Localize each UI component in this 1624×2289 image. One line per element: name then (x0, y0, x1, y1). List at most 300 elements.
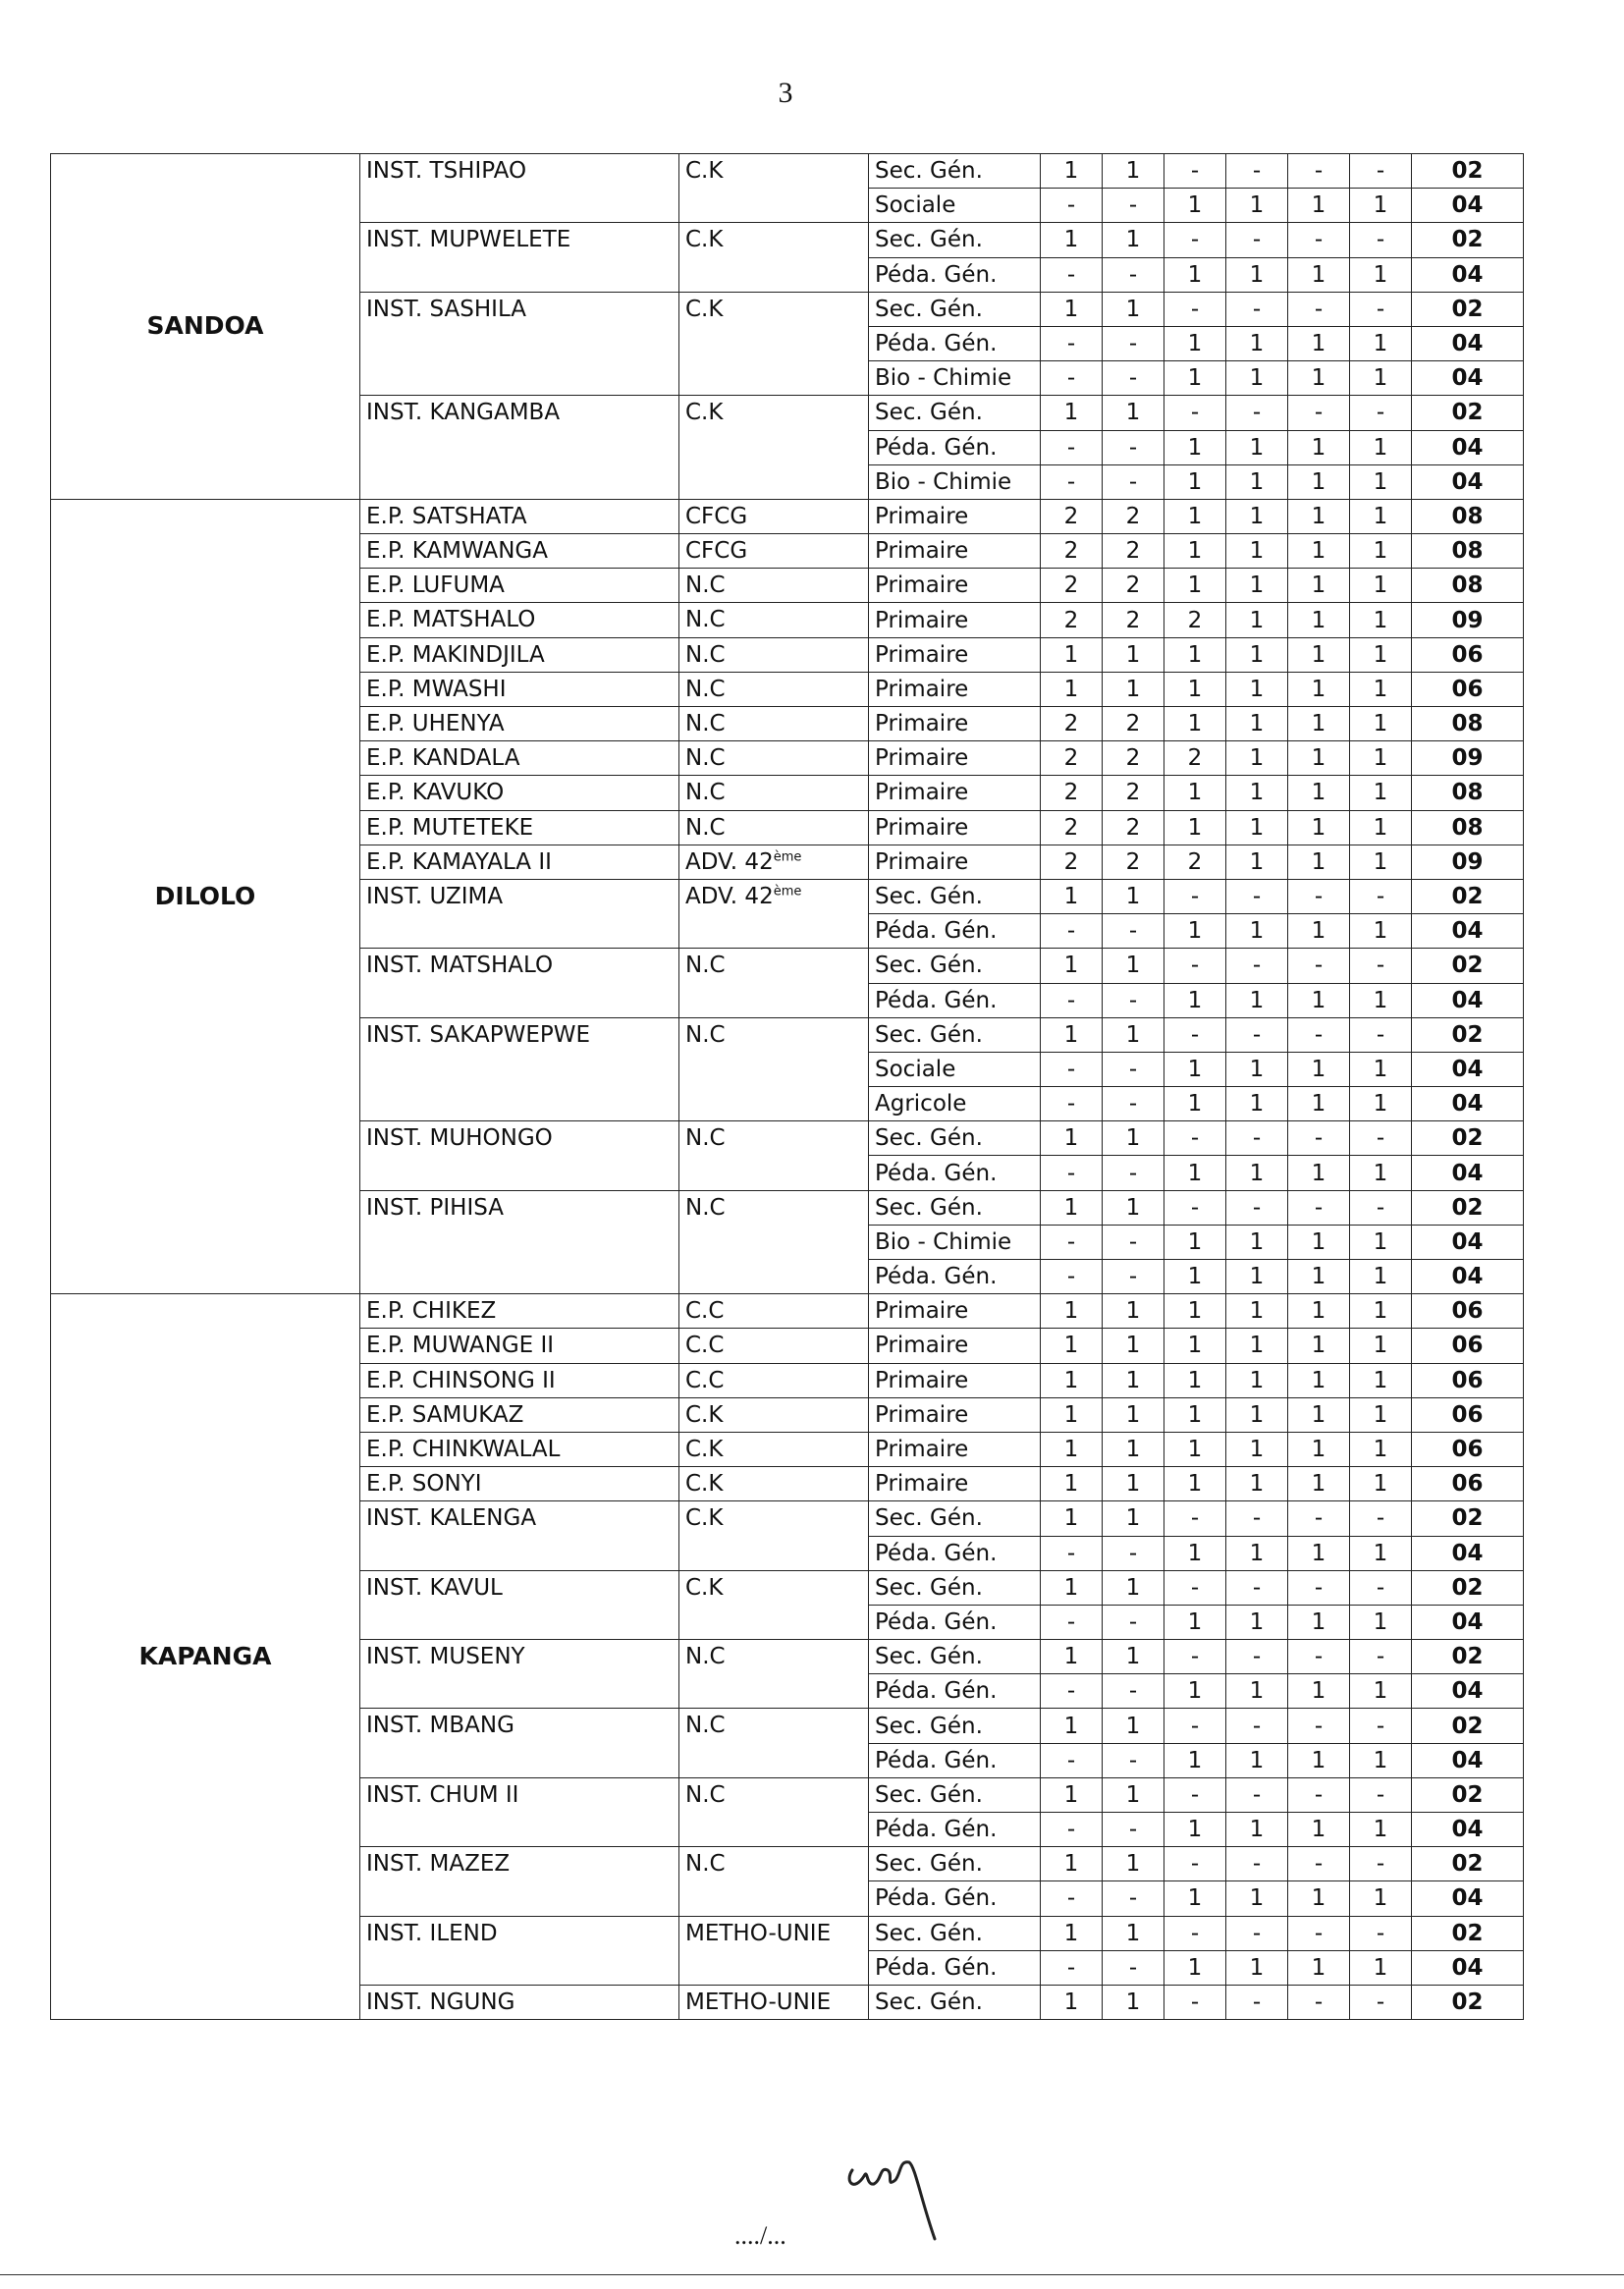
count-cell: - (1350, 223, 1412, 257)
count-cell: 1 (1226, 603, 1288, 637)
school-name: E.P. SONYI (360, 1467, 679, 1501)
count-cell: 1 (1350, 1087, 1412, 1121)
school-organization (679, 1363, 869, 1397)
total-cell: 04 (1412, 361, 1524, 396)
count-cell: 2 (1041, 810, 1103, 845)
count-cell: 1 (1288, 326, 1350, 360)
count-cell: 1 (1041, 1329, 1103, 1363)
total-cell: 04 (1412, 464, 1524, 499)
count-cell: - (1041, 1260, 1103, 1294)
count-cell: 1 (1350, 1397, 1412, 1432)
count-cell: 1 (1164, 707, 1226, 741)
count-cell: 1 (1103, 1467, 1164, 1501)
count-cell: 1 (1350, 1329, 1412, 1363)
total-cell: 08 (1412, 810, 1524, 845)
section-name: Primaire (869, 603, 1041, 637)
count-cell: 1 (1350, 776, 1412, 810)
section-name: Primaire (869, 1329, 1041, 1363)
total-cell: 06 (1412, 1294, 1524, 1329)
count-cell: 1 (1041, 879, 1103, 913)
total-cell: 04 (1412, 983, 1524, 1017)
total-cell: 08 (1412, 707, 1524, 741)
count-cell: 1 (1164, 1052, 1226, 1086)
count-cell: 1 (1164, 189, 1226, 223)
count-cell: 1 (1164, 983, 1226, 1017)
count-cell: 1 (1350, 189, 1412, 223)
total-cell: 04 (1412, 1813, 1524, 1847)
count-cell: 1 (1288, 189, 1350, 223)
section-name: Péda. Gén. (869, 430, 1041, 464)
section-name: Primaire (869, 845, 1041, 879)
section-name: Péda. Gén. (869, 326, 1041, 360)
total-cell: 04 (1412, 1950, 1524, 1985)
section-name: Primaire (869, 1432, 1041, 1466)
count-cell: 1 (1103, 1190, 1164, 1225)
total-cell: 08 (1412, 776, 1524, 810)
organization-label: N.C (685, 641, 726, 668)
count-cell: - (1350, 949, 1412, 983)
total-cell: 02 (1412, 396, 1524, 430)
section-name: Péda. Gén. (869, 983, 1041, 1017)
organization-label: C.K (685, 1436, 724, 1462)
count-cell: - (1226, 1121, 1288, 1156)
organization-label: N.C (685, 1851, 726, 1878)
count-cell: - (1103, 1881, 1164, 1916)
count-cell: 1 (1164, 776, 1226, 810)
organization-superscript: ème (773, 849, 802, 865)
count-cell: 1 (1164, 326, 1226, 360)
count-cell: - (1226, 1847, 1288, 1881)
section-name: Péda. Gén. (869, 1950, 1041, 1985)
count-cell: - (1103, 1813, 1164, 1847)
total-cell: 02 (1412, 1709, 1524, 1743)
count-cell: 1 (1226, 257, 1288, 292)
count-cell: 2 (1041, 569, 1103, 603)
count-cell: 1 (1103, 1017, 1164, 1052)
total-cell: 04 (1412, 1536, 1524, 1570)
count-cell: 1 (1103, 879, 1164, 913)
count-cell: - (1041, 1881, 1103, 1916)
count-cell: 1 (1226, 326, 1288, 360)
count-cell: 1 (1226, 534, 1288, 569)
total-cell: 06 (1412, 1363, 1524, 1397)
organization-label: C.K (685, 296, 724, 322)
organization-label: CFCG (685, 538, 748, 565)
count-cell: 1 (1226, 1432, 1288, 1466)
total-cell: 02 (1412, 1916, 1524, 1950)
school-name: E.P. MATSHALO (360, 603, 679, 637)
count-cell: 1 (1226, 361, 1288, 396)
count-cell: 2 (1103, 810, 1164, 845)
count-cell: 1 (1041, 223, 1103, 257)
count-cell: - (1041, 257, 1103, 292)
count-cell: - (1288, 154, 1350, 189)
signature (840, 2141, 948, 2249)
school-name: INST. MUSENY (360, 1640, 679, 1709)
section-name: Péda. Gén. (869, 1743, 1041, 1777)
count-cell: - (1164, 1190, 1226, 1225)
count-cell: 1 (1288, 1536, 1350, 1570)
school-name: E.P. MAKINDJILA (360, 637, 679, 672)
section-name: Primaire (869, 1363, 1041, 1397)
count-cell: - (1288, 396, 1350, 430)
total-cell: 04 (1412, 430, 1524, 464)
section-name: Sec. Gén. (869, 1709, 1041, 1743)
count-cell: 1 (1103, 1777, 1164, 1812)
count-cell: 2 (1164, 603, 1226, 637)
section-name: Sec. Gén. (869, 1121, 1041, 1156)
count-cell: 1 (1226, 1674, 1288, 1709)
count-cell: - (1103, 914, 1164, 949)
count-cell: 1 (1288, 1605, 1350, 1639)
total-cell: 06 (1412, 1432, 1524, 1466)
bottom-rule (0, 2274, 1624, 2275)
count-cell: 1 (1288, 1052, 1350, 1086)
count-cell: - (1350, 1777, 1412, 1812)
organization-label: C.C (685, 1333, 725, 1359)
section-name: Sec. Gén. (869, 1570, 1041, 1605)
count-cell: 1 (1103, 1501, 1164, 1536)
count-cell: - (1226, 1916, 1288, 1950)
count-cell: 1 (1288, 430, 1350, 464)
count-cell: 1 (1350, 1225, 1412, 1259)
count-cell: - (1288, 1916, 1350, 1950)
count-cell: 1 (1164, 810, 1226, 845)
count-cell: 1 (1164, 1260, 1226, 1294)
school-name: INST. PIHISA (360, 1190, 679, 1294)
count-cell: 1 (1350, 499, 1412, 533)
school-organization (679, 534, 869, 569)
count-cell: 1 (1164, 1813, 1226, 1847)
count-cell: 2 (1164, 845, 1226, 879)
count-cell: 2 (1041, 534, 1103, 569)
school-name: INST. TSHIPAO (360, 154, 679, 223)
count-cell: 1 (1164, 499, 1226, 533)
count-cell: - (1288, 1985, 1350, 2019)
count-cell: 1 (1164, 1294, 1226, 1329)
count-cell: - (1350, 1017, 1412, 1052)
count-cell: - (1103, 326, 1164, 360)
count-cell: 1 (1041, 1190, 1103, 1225)
school-organization (679, 1916, 869, 1985)
total-cell: 02 (1412, 1847, 1524, 1881)
school-name: E.P. KAMAYALA II (360, 845, 679, 879)
total-cell: 06 (1412, 1467, 1524, 1501)
count-cell: 1 (1350, 326, 1412, 360)
count-cell: - (1164, 154, 1226, 189)
school-organization (679, 1432, 869, 1466)
count-cell: 1 (1103, 1847, 1164, 1881)
count-cell: 1 (1226, 1329, 1288, 1363)
count-cell: 1 (1350, 1813, 1412, 1847)
count-cell: 1 (1226, 1813, 1288, 1847)
count-cell: 1 (1350, 569, 1412, 603)
count-cell: - (1041, 464, 1103, 499)
count-cell: 1 (1288, 1260, 1350, 1294)
count-cell: 1 (1288, 1363, 1350, 1397)
count-cell: - (1164, 1985, 1226, 2019)
count-cell: - (1164, 292, 1226, 326)
school-name: E.P. KANDALA (360, 741, 679, 776)
school-organization (679, 741, 869, 776)
total-cell: 02 (1412, 1640, 1524, 1674)
school-organization (679, 1777, 869, 1846)
section-name: Primaire (869, 672, 1041, 706)
district-name: KAPANGA (51, 1294, 360, 2020)
count-cell: 1 (1226, 1950, 1288, 1985)
count-cell: 1 (1226, 983, 1288, 1017)
count-cell: - (1041, 361, 1103, 396)
school-organization (679, 499, 869, 533)
count-cell: 1 (1103, 1432, 1164, 1466)
count-cell: - (1103, 1156, 1164, 1190)
count-cell: 1 (1041, 1916, 1103, 1950)
count-cell: - (1226, 396, 1288, 430)
section-name: Péda. Gén. (869, 257, 1041, 292)
count-cell: 1 (1226, 1467, 1288, 1501)
count-cell: 1 (1350, 1294, 1412, 1329)
section-name: Sec. Gén. (869, 1501, 1041, 1536)
section-name: Sociale (869, 1052, 1041, 1086)
school-name: INST. KAVUL (360, 1570, 679, 1639)
organization-label: N.C (685, 572, 726, 599)
organization-label: C.K (685, 1401, 724, 1428)
count-cell: 1 (1288, 1156, 1350, 1190)
count-cell: - (1350, 879, 1412, 913)
count-cell: 1 (1164, 1397, 1226, 1432)
organization-label: N.C (685, 953, 726, 979)
count-cell: 1 (1041, 1640, 1103, 1674)
school-organization (679, 292, 869, 396)
count-cell: 1 (1041, 637, 1103, 672)
count-cell: - (1041, 1950, 1103, 1985)
organization-label: C.K (685, 400, 724, 426)
organization-label: N.C (685, 1644, 726, 1670)
school-name: E.P. UHENYA (360, 707, 679, 741)
school-organization (679, 1570, 869, 1639)
school-name: E.P. MUWANGE II (360, 1329, 679, 1363)
count-cell: - (1288, 1709, 1350, 1743)
count-cell: - (1103, 1674, 1164, 1709)
count-cell: - (1164, 1916, 1226, 1950)
count-cell: 1 (1288, 1813, 1350, 1847)
count-cell: 1 (1288, 464, 1350, 499)
count-cell: 1 (1350, 603, 1412, 637)
count-cell: 1 (1288, 1743, 1350, 1777)
count-cell: 1 (1288, 914, 1350, 949)
count-cell: - (1041, 914, 1103, 949)
school-organization (679, 1985, 869, 2019)
count-cell: 1 (1103, 1985, 1164, 2019)
school-name: E.P. KAVUKO (360, 776, 679, 810)
school-name: INST. KANGAMBA (360, 396, 679, 500)
total-cell: 04 (1412, 1881, 1524, 1916)
organization-label: METHO-UNIE (685, 1989, 832, 2015)
count-cell: - (1226, 879, 1288, 913)
organization-label: N.C (685, 745, 726, 772)
total-cell: 04 (1412, 1225, 1524, 1259)
count-cell: 1 (1041, 1709, 1103, 1743)
count-cell: - (1103, 1052, 1164, 1086)
count-cell: 1 (1164, 569, 1226, 603)
section-name: Sec. Gén. (869, 154, 1041, 189)
school-name: INST. ILEND (360, 1916, 679, 1985)
count-cell: 1 (1350, 464, 1412, 499)
school-name: E.P. CHIKEZ (360, 1294, 679, 1329)
count-cell: 1 (1288, 361, 1350, 396)
school-name: INST. MBANG (360, 1709, 679, 1777)
count-cell: - (1164, 879, 1226, 913)
school-organization (679, 672, 869, 706)
count-cell: - (1041, 326, 1103, 360)
count-cell: 1 (1164, 1605, 1226, 1639)
count-cell: 1 (1288, 1881, 1350, 1916)
total-cell: 02 (1412, 1121, 1524, 1156)
total-cell: 04 (1412, 914, 1524, 949)
count-cell: - (1350, 1501, 1412, 1536)
count-cell: - (1350, 1190, 1412, 1225)
section-name: Primaire (869, 776, 1041, 810)
count-cell: 1 (1164, 914, 1226, 949)
count-cell: 1 (1103, 672, 1164, 706)
total-cell: 04 (1412, 1260, 1524, 1294)
count-cell: 1 (1350, 983, 1412, 1017)
organization-label: N.C (685, 814, 726, 841)
count-cell: 2 (1041, 603, 1103, 637)
count-cell: - (1164, 1640, 1226, 1674)
count-cell: 1 (1164, 1329, 1226, 1363)
count-cell: - (1288, 223, 1350, 257)
count-cell: - (1041, 1087, 1103, 1121)
count-cell: - (1226, 1777, 1288, 1812)
count-cell: 1 (1164, 1432, 1226, 1466)
school-organization (679, 1709, 869, 1777)
organization-label: N.C (685, 1194, 726, 1221)
organization-label: N.C (685, 1021, 726, 1048)
count-cell: 1 (1103, 1329, 1164, 1363)
count-cell: 1 (1226, 672, 1288, 706)
organization-label: C.C (685, 1298, 725, 1325)
section-name: Sec. Gén. (869, 949, 1041, 983)
school-organization (679, 154, 869, 223)
school-name: E.P. CHINSONG II (360, 1363, 679, 1397)
count-cell: - (1288, 1777, 1350, 1812)
count-cell: 1 (1164, 257, 1226, 292)
total-cell: 02 (1412, 292, 1524, 326)
total-cell: 02 (1412, 1017, 1524, 1052)
total-cell: 04 (1412, 326, 1524, 360)
count-cell: 1 (1350, 1950, 1412, 1985)
count-cell: 1 (1350, 1052, 1412, 1086)
total-cell: 04 (1412, 189, 1524, 223)
school-name: INST. CHUM II (360, 1777, 679, 1846)
school-organization (679, 637, 869, 672)
school-organization (679, 1501, 869, 1570)
total-cell: 04 (1412, 1052, 1524, 1086)
count-cell: 1 (1041, 1985, 1103, 2019)
count-cell: 1 (1041, 1432, 1103, 1466)
count-cell: 1 (1226, 1743, 1288, 1777)
school-name: INST. MUHONGO (360, 1121, 679, 1190)
count-cell: - (1226, 154, 1288, 189)
count-cell: - (1041, 430, 1103, 464)
count-cell: - (1288, 1570, 1350, 1605)
count-cell: 1 (1041, 949, 1103, 983)
count-cell: 1 (1350, 361, 1412, 396)
count-cell: - (1350, 1570, 1412, 1605)
count-cell: - (1226, 1501, 1288, 1536)
count-cell: - (1103, 257, 1164, 292)
count-cell: 1 (1226, 1881, 1288, 1916)
count-cell: 1 (1350, 430, 1412, 464)
count-cell: 2 (1041, 741, 1103, 776)
count-cell: - (1226, 223, 1288, 257)
count-cell: - (1288, 1847, 1350, 1881)
count-cell: 1 (1288, 1950, 1350, 1985)
count-cell: 1 (1041, 1363, 1103, 1397)
count-cell: - (1103, 464, 1164, 499)
total-cell: 09 (1412, 603, 1524, 637)
count-cell: 2 (1103, 603, 1164, 637)
count-cell: 1 (1103, 1294, 1164, 1329)
count-cell: - (1103, 189, 1164, 223)
section-name: Primaire (869, 499, 1041, 533)
count-cell: - (1103, 1605, 1164, 1639)
total-cell: 02 (1412, 223, 1524, 257)
count-cell: 1 (1288, 983, 1350, 1017)
school-organization (679, 810, 869, 845)
count-cell: - (1103, 983, 1164, 1017)
page-number: 3 (778, 77, 793, 109)
count-cell: - (1041, 983, 1103, 1017)
count-cell: 1 (1288, 1674, 1350, 1709)
count-cell: 1 (1103, 154, 1164, 189)
school-name: INST. UZIMA (360, 879, 679, 948)
total-cell: 02 (1412, 879, 1524, 913)
school-organization (679, 569, 869, 603)
count-cell: 1 (1041, 154, 1103, 189)
school-organization (679, 603, 869, 637)
count-cell: - (1164, 396, 1226, 430)
count-cell: 1 (1350, 1605, 1412, 1639)
count-cell: - (1041, 1813, 1103, 1847)
school-organization (679, 949, 869, 1017)
count-cell: 1 (1226, 1605, 1288, 1639)
school-organization (679, 1190, 869, 1294)
count-cell: 2 (1041, 776, 1103, 810)
count-cell: 2 (1041, 845, 1103, 879)
school-organization (679, 1847, 869, 1916)
count-cell: - (1164, 1121, 1226, 1156)
count-cell: 1 (1288, 1225, 1350, 1259)
section-name: Sec. Gén. (869, 396, 1041, 430)
table-row (51, 154, 1524, 189)
school-name: E.P. SAMUKAZ (360, 1397, 679, 1432)
count-cell: 1 (1288, 1329, 1350, 1363)
count-cell: 1 (1103, 292, 1164, 326)
count-cell: - (1041, 189, 1103, 223)
count-cell: 1 (1164, 430, 1226, 464)
total-cell: 06 (1412, 637, 1524, 672)
count-cell: 1 (1288, 257, 1350, 292)
count-cell: 1 (1288, 637, 1350, 672)
section-name: Primaire (869, 707, 1041, 741)
total-cell: 04 (1412, 1743, 1524, 1777)
count-cell: - (1041, 1536, 1103, 1570)
school-organization (679, 707, 869, 741)
count-cell: 1 (1164, 534, 1226, 569)
count-cell: - (1226, 1017, 1288, 1052)
